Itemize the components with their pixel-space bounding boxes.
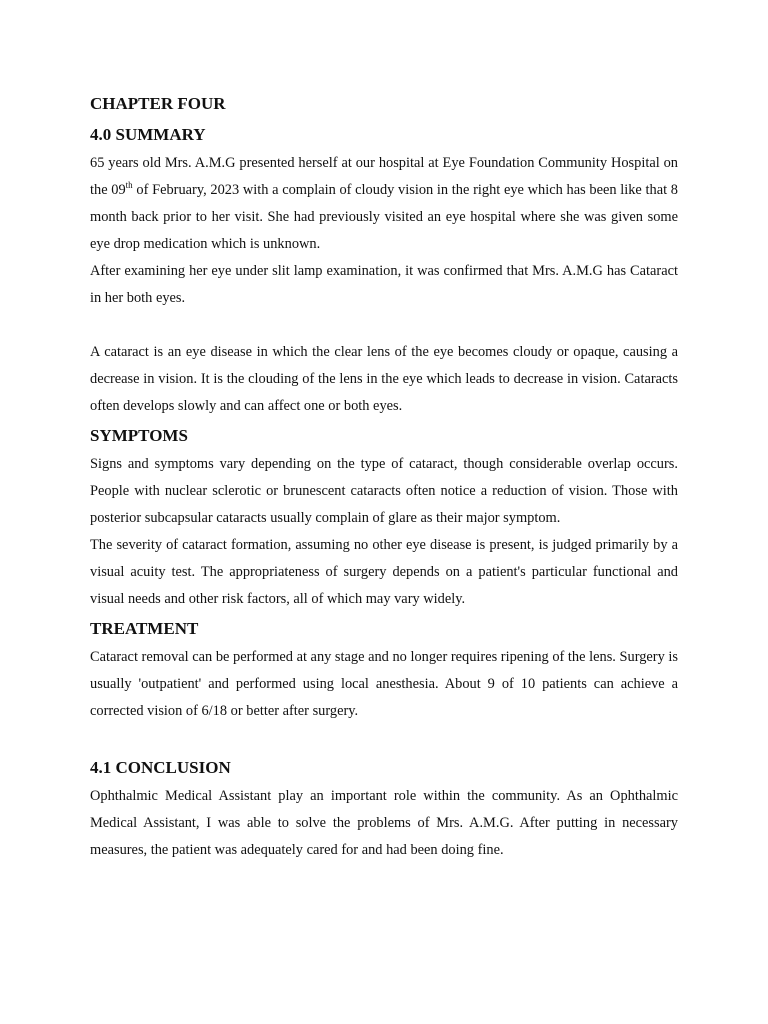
symptoms-heading: SYMPTOMS <box>90 426 188 445</box>
summary-paragraph-3: A cataract is an eye disease in which the clear lens of the eye becomes cloudy or opaque, causing a decrease in vision. It is the clouding of the lens in the eye which leads to decrease in vision. Cataracts often develops slowly and can affect one or both eyes. <box>90 344 678 414</box>
summary-paragraph-2: After examining her eye under slit lamp examination, it was confirmed that Mrs. A.M.G has Cataract in her both eyes. <box>90 263 678 306</box>
conclusion-paragraph-1: Ophthalmic Medical Assistant play an important role within the community. As an Ophthalmic Medical Assistant, I was able to solve the problems of Mrs. A.M.G. After putting in necessary measures, the patient was adequately cared for and had been doing fine. <box>90 788 678 858</box>
symptoms-paragraph-1: Signs and symptoms vary depending on the type of cataract, though considerable overlap occurs. People with nuclear sclerotic or brunescent cataracts often notice a reduction of vision. Those with posterior subcapsular cataracts usually complain of glare as their major symptom. <box>90 456 678 526</box>
document-page <box>90 88 678 864</box>
treatment-heading: TREATMENT <box>90 619 199 638</box>
treatment-paragraph-1: Cataract removal can be performed at any stage and no longer requires ripening of the lens. Surgery is usually 'outpatient' and performed using local anesthesia. About 9 of 10 patients can achieve a corrected vision of 6/18 or better after surgery. <box>90 649 678 719</box>
summary-paragraph-1 <box>90 150 678 258</box>
chapter-title: CHAPTER FOUR <box>90 94 226 113</box>
summary-paragraph-1-start: 65 years old Mrs. A.M.G presented herself at our hospital at Eye Foundation Community Hospital on the 09 <box>90 155 678 198</box>
paragraph-spacer <box>90 312 678 339</box>
summary-heading: 4.0 SUMMARY <box>90 125 206 144</box>
summary-paragraph-1-end: of February, 2023 with a complain of cloudy vision in the right eye which has been like that 8 month back prior to her visit. She had previously visited an eye hospital where she was given some eye drop medication which is unknown. <box>90 182 678 252</box>
date-ordinal-suffix: th <box>125 180 133 191</box>
paragraph-spacer <box>90 725 678 752</box>
conclusion-heading: 4.1 CONCLUSION <box>90 758 231 777</box>
symptoms-paragraph-2: The severity of cataract formation, assuming no other eye disease is present, is judged primarily by a visual acuity test. The appropriateness of surgery depends on a patient's particular functional and visual needs and other risk factors, all of which may vary widely. <box>90 537 678 607</box>
